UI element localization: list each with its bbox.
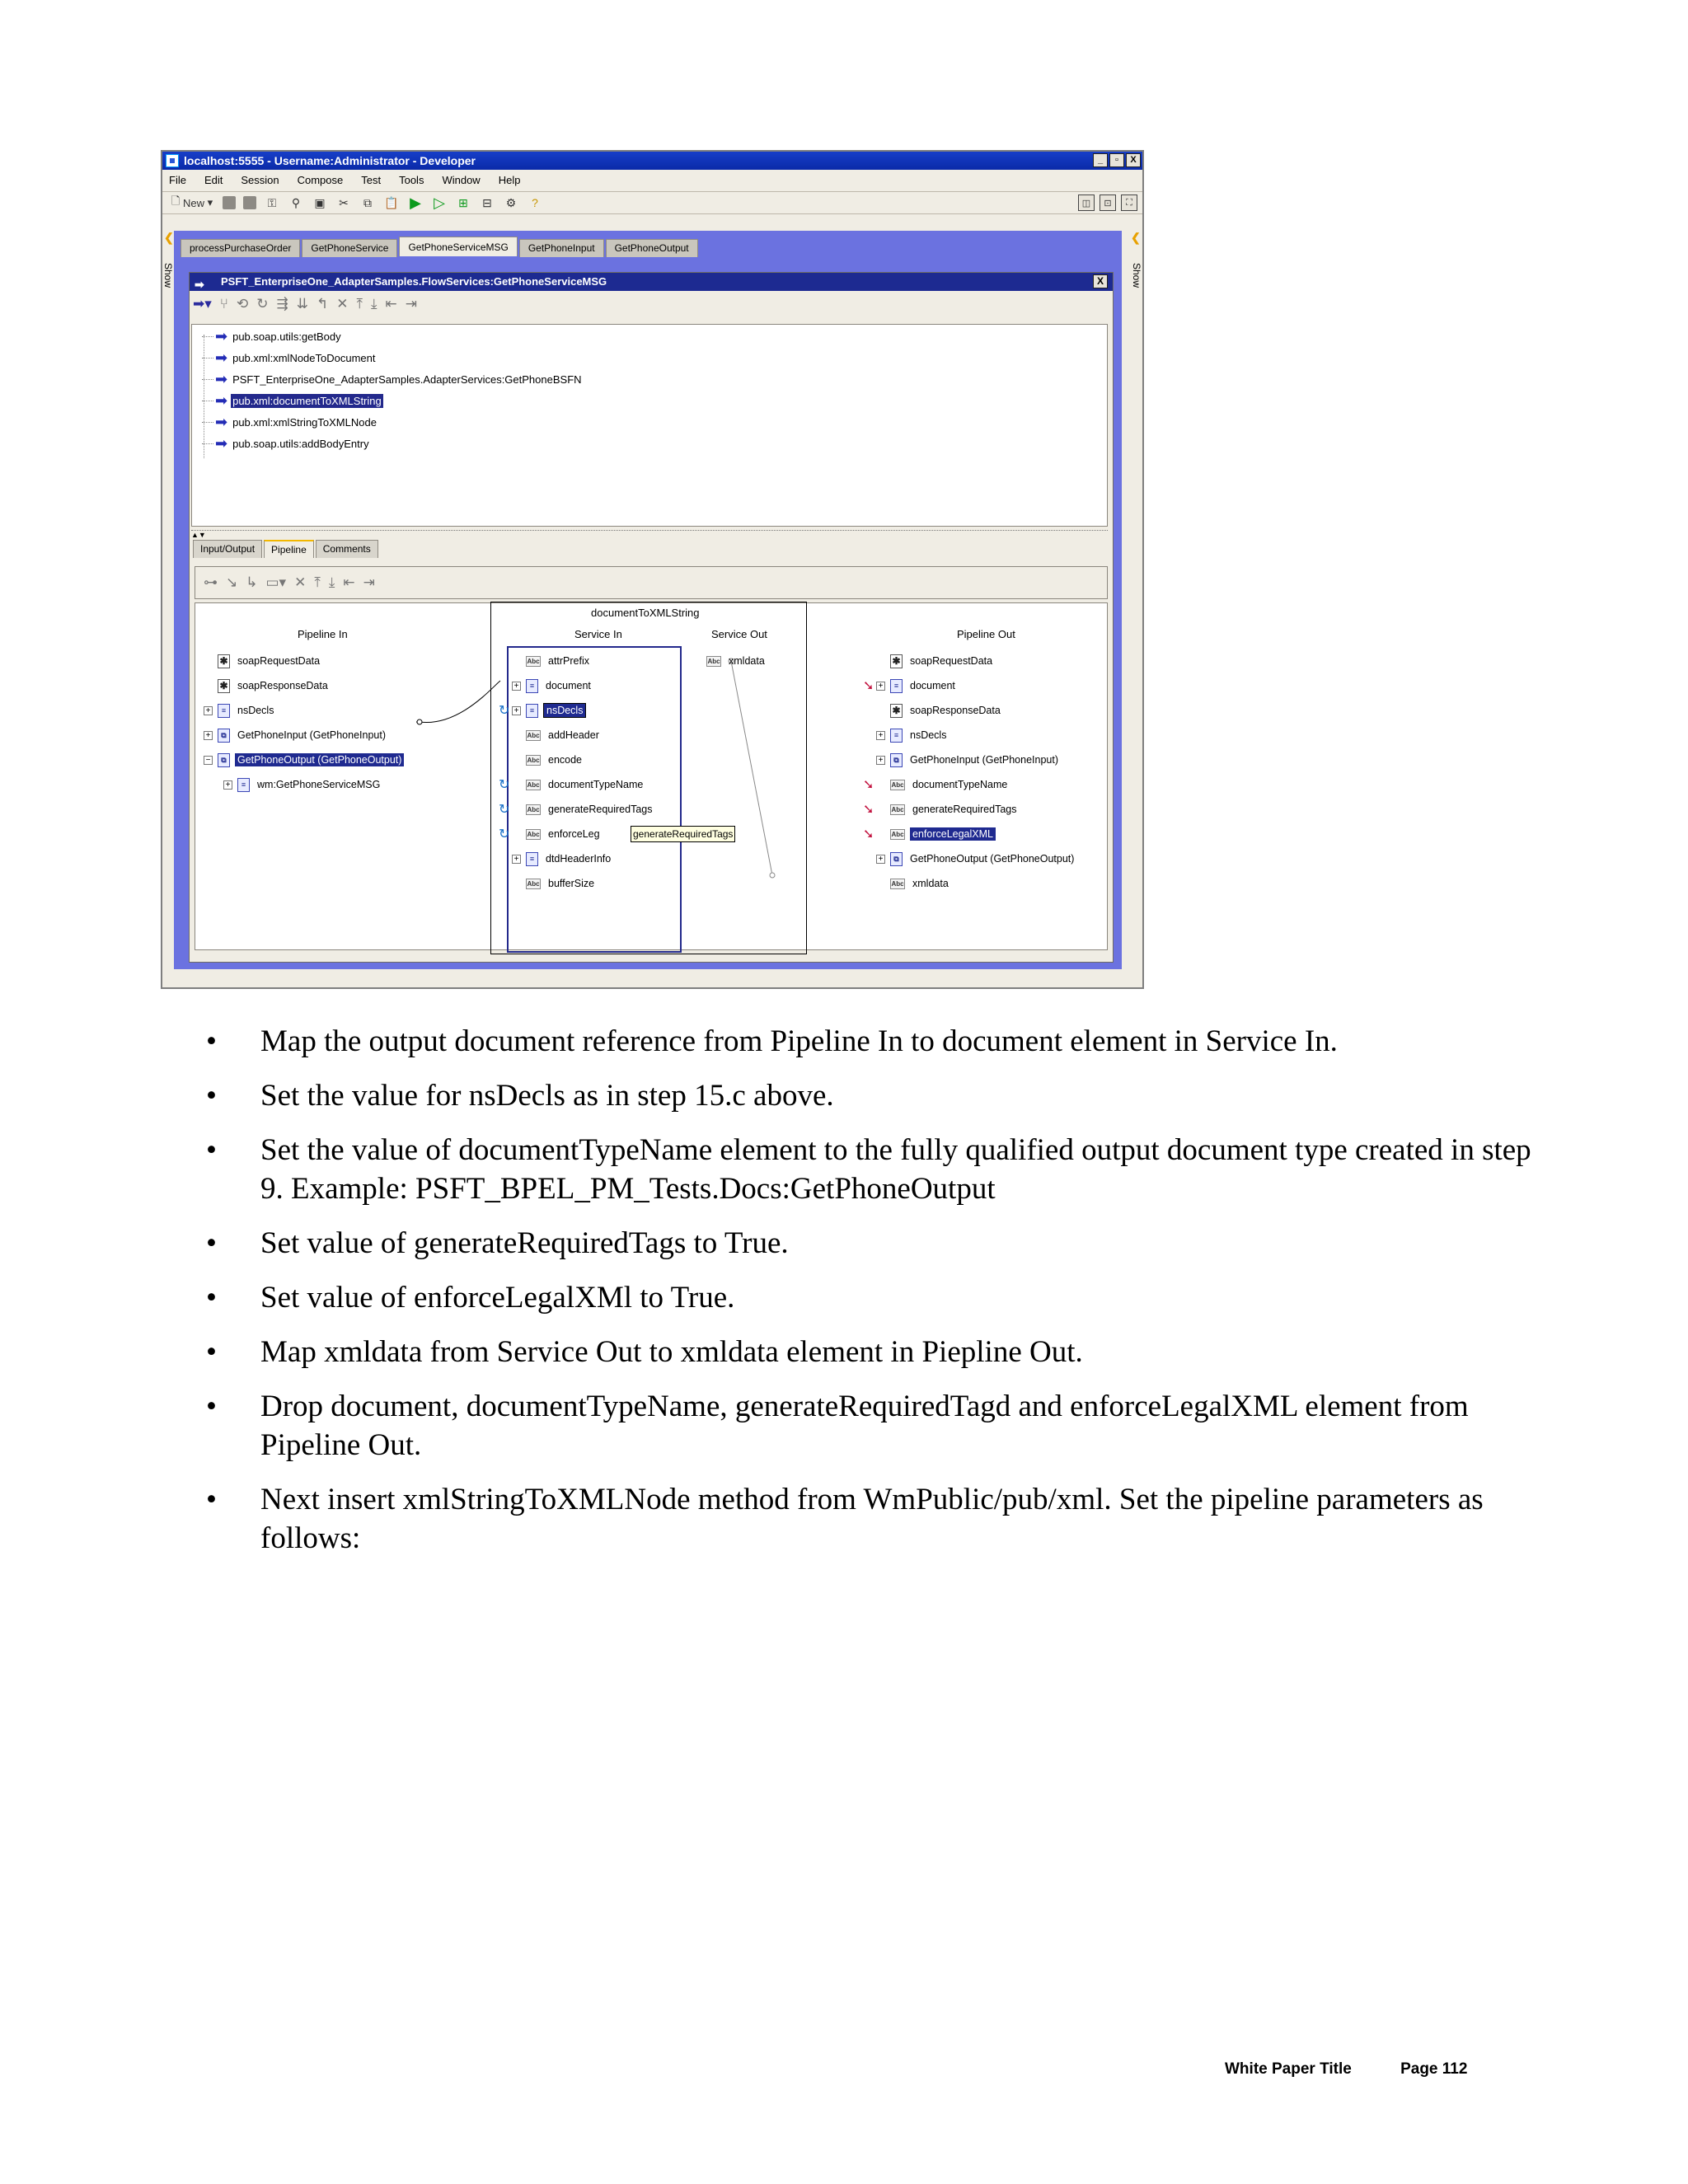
collapse-icon[interactable]: − — [204, 756, 213, 765]
delete-icon[interactable]: ✕ — [336, 296, 349, 312]
instruction-item: • Set value of enforceLegalXMl to True. — [206, 1278, 1541, 1317]
close-button[interactable]: X — [1126, 153, 1141, 167]
menu-tools[interactable]: Tools — [399, 174, 424, 186]
pipeline-editor — [195, 602, 1108, 950]
string-icon: Abc — [891, 780, 904, 789]
service-in-field[interactable]: ↻ Abc generateRequiredTags — [499, 803, 653, 817]
pipeline-out-field[interactable]: ➘ + ≡ document — [863, 679, 955, 693]
main-toolbar — [162, 191, 1142, 214]
maximize-panel-icon[interactable]: ⛶ — [1121, 194, 1137, 211]
drop-icon: ➘ — [863, 679, 874, 693]
string-icon: Abc — [527, 756, 540, 764]
service-name: documentToXMLString — [591, 607, 700, 619]
cut-icon[interactable]: ✂ — [339, 195, 349, 209]
move-right-icon[interactable]: ⇥ — [405, 296, 418, 312]
service-out-field[interactable]: Abc xmldata — [707, 655, 765, 667]
app-icon — [166, 154, 179, 167]
flow-step[interactable]: ➡ PSFT_EnterpriseOne_AdapterSamples.AdapterServices:GetPhoneBSFN — [202, 369, 584, 389]
window-title-bar — [162, 152, 1142, 170]
document-icon: ≡ — [237, 778, 250, 792]
service-in-field[interactable]: + ≡ dtdHeaderInfo — [499, 849, 613, 869]
save-all-icon[interactable] — [243, 196, 256, 209]
branch-icon[interactable]: ⑂ — [219, 296, 228, 312]
tab-getphoneservicemsg[interactable]: GetPhoneServiceMSG — [399, 237, 517, 256]
exit-icon[interactable]: ↰ — [316, 296, 329, 312]
expand-icon[interactable]: + — [876, 731, 885, 740]
document-icon: ≡ — [526, 704, 538, 718]
drop-icon: ➘ — [863, 803, 874, 817]
link-document — [416, 681, 500, 723]
set-value-icon: ↻ — [499, 803, 510, 817]
properties-tabs — [193, 540, 378, 558]
run-icon[interactable]: ▶ — [410, 194, 421, 211]
flow-editor-title: ➡ PSFT_EnterpriseOne_AdapterSamples.FlowServices:GetPhoneServiceMSG X — [190, 273, 1113, 291]
pipeline-out-field[interactable]: Abc xmldata — [891, 878, 949, 889]
instruction-item: • Set the value of documentTypeName element to the fully qualified output document type created in step 9. Example: PSFT_BPEL_PM_Tests.Docs:GetPhoneOutput — [206, 1131, 1541, 1208]
string-icon: Abc — [527, 731, 540, 739]
new-file-icon: 🗋 — [171, 194, 181, 207]
string-icon: Abc — [891, 879, 904, 888]
service-in-field[interactable]: + ≡ document — [499, 676, 593, 696]
service-in-field[interactable]: Abc addHeader — [527, 729, 599, 741]
binoculars-icon[interactable]: ⚲ — [291, 195, 301, 209]
page-footer — [1225, 2060, 1467, 2079]
tab-comments[interactable]: Comments — [316, 540, 378, 558]
menu-edit[interactable]: Edit — [204, 174, 223, 186]
debug-icon[interactable]: ▷ — [434, 194, 445, 211]
string-icon: Abc — [527, 805, 540, 813]
service-in-field[interactable]: ↻ Abc documentTypeName — [499, 778, 644, 792]
service-in-field[interactable]: Abc bufferSize — [527, 878, 595, 889]
move-up-icon[interactable]: ⤒ — [356, 296, 363, 312]
pipeline-in-field-selected[interactable]: − ⧉ GetPhoneOutput (GetPhoneOutput) — [204, 750, 404, 770]
set-value-icon: ↻ — [499, 778, 510, 792]
developer-window — [161, 150, 1144, 989]
panel-splitter[interactable]: ▲▼ — [191, 530, 1108, 537]
string-icon: Abc — [527, 830, 540, 838]
pipeline-in-field[interactable]: + ≡ wm:GetPhoneServiceMSG — [223, 775, 382, 794]
menu-bar — [162, 171, 1142, 190]
expand-icon[interactable]: + — [876, 682, 885, 691]
instruction-item: • Set value of generateRequiredTags to True. — [206, 1224, 1541, 1263]
shift-left-icon[interactable]: ⇤ — [343, 574, 355, 590]
move-left-icon[interactable]: ⇤ — [385, 296, 397, 312]
move-down-icon[interactable]: ⤓ — [371, 296, 377, 312]
shift-down-icon[interactable]: ⤓ — [328, 574, 335, 590]
footer-page-number: Page 112 — [1400, 2060, 1468, 2078]
show-right-toggle[interactable]: Show — [1131, 262, 1142, 288]
string-icon: Abc — [527, 657, 540, 665]
service-in-field[interactable]: Abc encode — [527, 754, 583, 766]
string-icon: Abc — [891, 830, 904, 838]
map-drop-icon[interactable]: ↘ — [226, 574, 238, 590]
document-reference-icon: ⧉ — [890, 753, 903, 767]
new-button[interactable]: 🗋 New ▾ — [169, 194, 215, 211]
service-in-field-selected[interactable]: ↻ + ≡ nsDecls — [499, 701, 586, 720]
pipeline-out-field[interactable]: ➘ Abc generateRequiredTags — [863, 803, 1017, 817]
menu-help[interactable]: Help — [498, 174, 521, 186]
restore-button[interactable]: ▫ — [1109, 153, 1124, 167]
drop-icon: ➘ — [863, 827, 874, 841]
flow-editor — [189, 272, 1114, 963]
pipeline-in-field[interactable]: + ⧉ GetPhoneInput (GetPhoneInput) — [204, 725, 388, 745]
pipeline-in-field[interactable]: ✱ soapResponseData — [204, 676, 331, 696]
pipeline-out-field[interactable]: + ≡ nsDecls — [863, 725, 949, 745]
document-icon: ≡ — [890, 729, 903, 743]
record-icon: ✱ — [218, 654, 230, 668]
record-icon: ✱ — [890, 704, 903, 718]
flow-toolbar — [193, 296, 417, 312]
tab-getphoneservice[interactable]: GetPhoneService — [302, 239, 397, 257]
tab-pipeline[interactable]: Pipeline — [264, 540, 314, 558]
document-icon: ≡ — [526, 679, 538, 693]
pipeline-toolbar — [195, 566, 1108, 599]
invoke-arrow-icon: ➡ — [215, 349, 228, 366]
pipeline-out-field[interactable]: + ⧉ GetPhoneInput (GetPhoneInput) — [863, 750, 1061, 770]
link-end-node — [770, 873, 775, 878]
string-icon: Abc — [891, 805, 904, 813]
menu-file[interactable]: File — [169, 174, 186, 186]
document-reference-icon: ⧉ — [218, 729, 230, 743]
show-left-toggle[interactable]: Show — [162, 262, 174, 288]
map-icon[interactable]: ⇊ — [296, 296, 308, 312]
invoke-arrow-icon: ➡ — [215, 371, 228, 387]
shift-right-icon[interactable]: ⇥ — [363, 574, 375, 590]
invoke-arrow-icon: ➡ — [215, 414, 228, 430]
flow-step-list — [191, 324, 1108, 527]
service-in-field[interactable]: ↻ Abc enforceLeg — [499, 827, 600, 841]
pipeline-out-field[interactable]: ✱ soapResponseData — [863, 701, 1003, 720]
link-start-node — [417, 719, 422, 724]
instruction-list — [206, 1022, 1541, 1573]
expand-icon[interactable]: + — [876, 855, 885, 864]
instruction-item: • Next insert xmlStringToXMLNode method from WmPublic/pub/xml. Set the pipeline parameters as follows: — [206, 1480, 1541, 1558]
document-icon: ≡ — [890, 679, 903, 693]
instruction-item: • Map the output document reference from Pipeline In to document element in Service In. — [206, 1022, 1541, 1061]
menu-session[interactable]: Session — [241, 174, 279, 186]
tab-input-output[interactable]: Input/Output — [193, 540, 262, 558]
expand-icon[interactable]: + — [512, 706, 521, 715]
save-icon[interactable] — [223, 196, 236, 209]
pipeline-out-header: Pipeline Out — [957, 628, 1015, 640]
help-icon[interactable]: ? — [532, 196, 538, 209]
expand-icon[interactable]: + — [204, 731, 213, 740]
lock-icon[interactable]: ⚿ — [267, 195, 277, 209]
pipeline-out-field[interactable]: + ⧉ GetPhoneOutput (GetPhoneOutput) — [863, 849, 1076, 869]
set-value-icon: ↻ — [499, 827, 510, 841]
document-tabs — [181, 239, 698, 257]
pipeline-out-field[interactable]: ✱ soapRequestData — [863, 651, 995, 671]
insert-step-icon[interactable]: ➡▾ — [193, 296, 212, 312]
service-in-header: Service In — [574, 628, 622, 640]
document-icon: ≡ — [218, 704, 230, 718]
invoke-arrow-icon: ➡ — [215, 392, 228, 409]
menu-window[interactable]: Window — [442, 174, 481, 186]
pipeline-out-field-selected[interactable]: ➘ Abc enforceLegalXML — [863, 824, 996, 844]
insert-variable-icon[interactable]: ▭▾ — [265, 574, 287, 590]
properties-icon[interactable]: ▣ — [314, 195, 326, 209]
set-value-icon: ↻ — [499, 704, 510, 718]
flow-step[interactable]: ➡ pub.xml:xmlNodeToDocument — [202, 348, 377, 368]
string-icon: Abc — [707, 657, 720, 665]
layout-split-icon[interactable]: ◫ — [1078, 194, 1095, 211]
copy-icon[interactable]: ⧉ — [363, 195, 372, 209]
sequence-icon[interactable]: ⇶ — [276, 296, 288, 312]
record-icon: ✱ — [890, 654, 903, 668]
delete-mapping-icon[interactable]: ✕ — [294, 574, 307, 590]
instruction-item: • Set the value for nsDecls as in step 15.c above. — [206, 1076, 1541, 1115]
invoke-arrow-icon: ➡ — [215, 435, 228, 452]
minimize-button[interactable]: _ — [1093, 153, 1108, 167]
flow-step-selected[interactable]: ➡ pub.xml:documentToXMLString — [202, 391, 383, 410]
expand-icon[interactable]: + — [512, 855, 521, 864]
expand-icon[interactable]: + — [512, 682, 521, 691]
flow-step[interactable]: ➡ pub.soap.utils:addBodyEntry — [202, 434, 371, 453]
menu-test[interactable]: Test — [361, 174, 382, 186]
tool-icon[interactable]: ⚙ — [505, 195, 517, 209]
paste-icon[interactable]: 📋 — [384, 195, 399, 209]
field-tooltip: generateRequiredTags — [631, 826, 735, 842]
instruction-item: • Map xmldata from Service Out to xmldata element in Piepline Out. — [206, 1333, 1541, 1371]
pipeline-in-field[interactable]: ✱ soapRequestData — [204, 651, 322, 671]
string-icon: Abc — [527, 780, 540, 789]
expand-icon[interactable]: + — [223, 780, 232, 790]
link-icon[interactable]: ⊶ — [204, 574, 218, 590]
map-set-icon[interactable]: ↳ — [246, 574, 258, 590]
tab-getphoneinput[interactable]: GetPhoneInput — [519, 239, 604, 257]
string-icon: Abc — [527, 879, 540, 888]
service-out-header: Service Out — [711, 628, 767, 640]
collapse-left-icon[interactable]: ❮ — [164, 231, 174, 244]
shift-up-icon[interactable]: ⤒ — [314, 574, 321, 590]
expand-icon[interactable]: + — [876, 756, 885, 765]
tab-getphoneoutput[interactable]: GetPhoneOutput — [606, 239, 698, 257]
step-icon[interactable]: ⊞ — [458, 195, 468, 209]
collapse-right-icon[interactable]: ❮ — [1131, 231, 1141, 244]
repeat-icon[interactable]: ↻ — [256, 296, 269, 312]
window-title: localhost:5555 - Username:Administrator - Developer — [184, 154, 476, 167]
tab-processpurchaseorder[interactable]: processPurchaseOrder — [181, 239, 300, 257]
expand-icon[interactable]: + — [204, 706, 213, 715]
document-icon: ≡ — [526, 852, 538, 866]
close-editor-button[interactable]: X — [1093, 274, 1108, 288]
service-in-field[interactable]: Abc attrPrefix — [527, 655, 590, 667]
record-icon: ✱ — [218, 679, 230, 693]
tree-icon[interactable]: ⊟ — [482, 195, 492, 209]
invoke-arrow-icon: ➡ — [215, 328, 228, 344]
layout-top-icon[interactable]: ⊡ — [1100, 194, 1116, 211]
flow-service-icon: ➡ — [195, 278, 204, 291]
pipeline-out-field[interactable]: ➘ Abc documentTypeName — [863, 778, 1008, 792]
document-reference-icon: ⧉ — [890, 852, 903, 866]
flow-step[interactable]: ➡ pub.xml:xmlStringToXMLNode — [202, 412, 378, 432]
loop-icon[interactable]: ⟲ — [236, 296, 249, 312]
link-xmldata — [731, 661, 772, 875]
instruction-item: • Drop document, documentTypeName, generateRequiredTagd and enforceLegalXML element from Pipeline Out. — [206, 1387, 1541, 1465]
document-reference-icon: ⧉ — [218, 753, 230, 767]
flow-step[interactable]: ➡ pub.soap.utils:getBody — [202, 326, 343, 346]
menu-compose[interactable]: Compose — [297, 174, 344, 186]
pipeline-in-field[interactable]: + ≡ nsDecls — [204, 701, 276, 720]
pipeline-in-header: Pipeline In — [298, 628, 348, 640]
drop-icon: ➘ — [863, 778, 874, 792]
footer-title: White Paper Title — [1225, 2060, 1352, 2078]
